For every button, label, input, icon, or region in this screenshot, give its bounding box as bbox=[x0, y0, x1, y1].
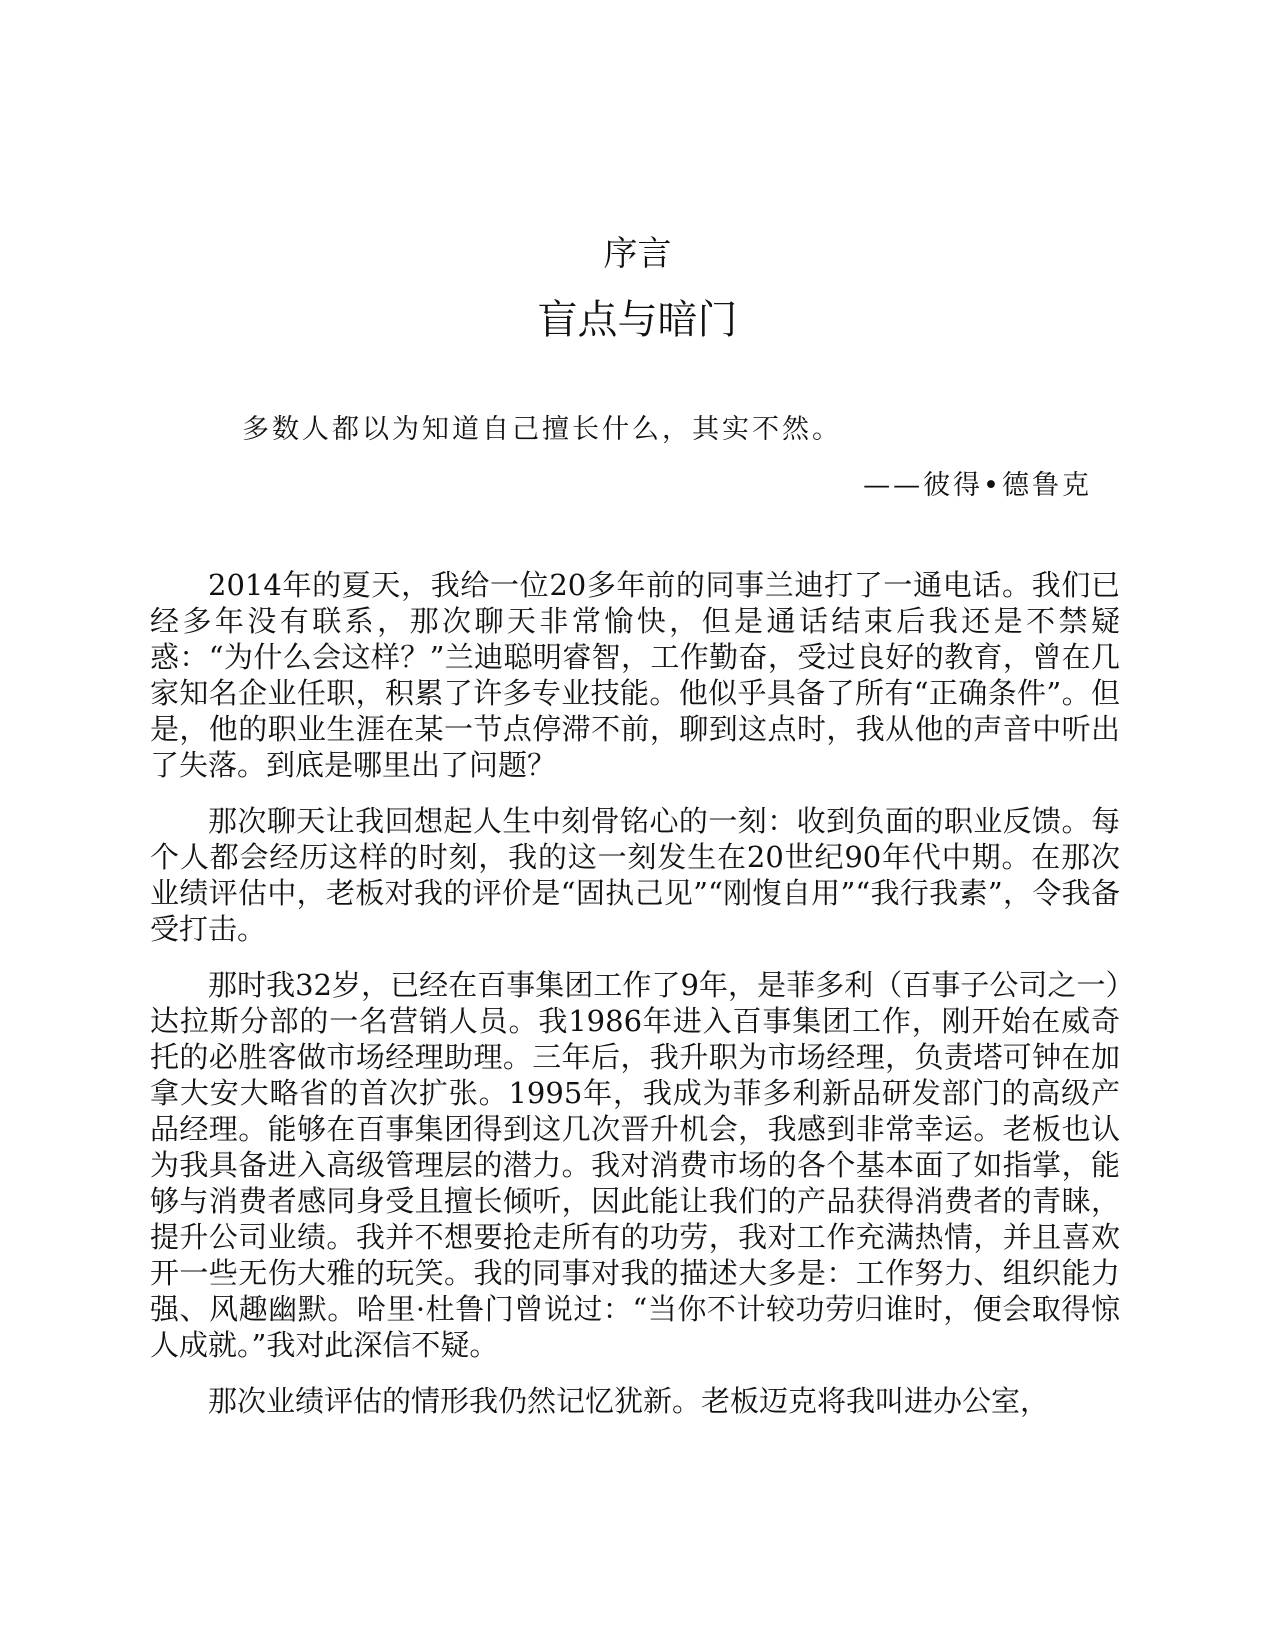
paragraph: 那次业绩评估的情形我仍然记忆犹新。老板迈克将我叫进办公室， bbox=[208, 1384, 1050, 1418]
paragraph: 那时我32岁，已经在百事集团工作了9年，是菲多利（百事子公司之一）达拉斯分部的一名营销人员。我1986年进入百事集团工作，刚开始在威奇托的必胜客做市场经理助理。三年后，我升职为市场经理，负责塔可钟在加拿大安大略省的首次扩张。1995年，我成为菲多利新品研发部门的高级产品经理。能够在百事集团得到这几次晋升机会，我感到非常幸运。老板也认为我具备进入高级管理层的潜力。我对消费市场的各个基本面了如指掌，能够与消费者感同身受且擅长倾听，因此能让我们的产品获得消费者的青睐，提升公司业绩。我并不想要抢走所有的功劳，我对工作充满热情，并且喜欢开一些无伤大雅的玩笑。我的同事对我的描述大多是：工作努力、组织能力强、风趣幽默。哈里·杜鲁门曾说过：“当你不计较功劳归谁时，便会取得惊人成就。”我对此深信不疑。 bbox=[150, 968, 1120, 1362]
preface-label: 序言 bbox=[603, 234, 672, 274]
paragraph: 2014年的夏天，我给一位20多年前的同事兰迪打了一通电话。我们已经多年没有联系，那次聊天非常愉快，但是通话结束后我还是不禁疑惑：“为什么会这样？”兰迪聪明睿智，工作勤奋，受过良好的教育，曾在几家知名企业任职，积累了许多专业技能。他似乎具备了所有“正确条件”。但是，他的职业生涯在某一节点停滞不前，聊到这点时，我从他的声音中听出了失落。到底是哪里出了问题？ bbox=[150, 568, 1120, 782]
epigraph-quote: 多数人都以为知道自己擅长什么，其实不然。 bbox=[242, 414, 842, 445]
paragraph: 那次聊天让我回想起人生中刻骨铭心的一刻：收到负面的职业反馈。每个人都会经历这样的时刻，我的这一刻发生在20世纪90年代中期。在那次业绩评估中，老板对我的评价是“固执己见”“刚愎自用”“我行我素”，令我备受打击。 bbox=[150, 804, 1120, 946]
epigraph-attribution: ——彼得•德鲁克 bbox=[863, 470, 1092, 501]
body-text bbox=[150, 567, 1120, 1439]
chapter-title: 盲点与暗门 bbox=[537, 297, 738, 343]
